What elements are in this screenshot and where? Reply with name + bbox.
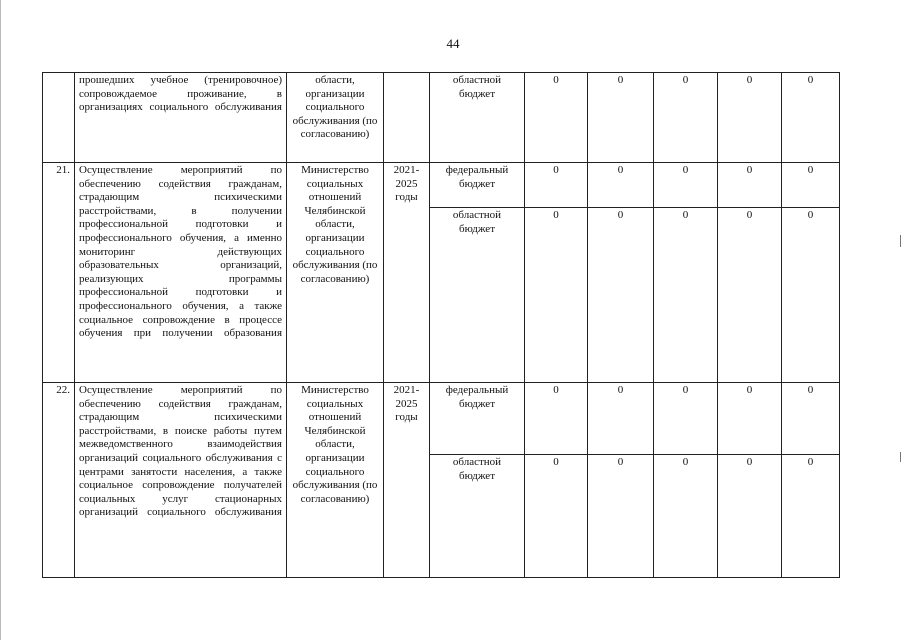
page-number: 44 xyxy=(446,36,460,51)
funding-value: 0 xyxy=(654,163,718,208)
funding-value: 0 xyxy=(588,73,654,163)
executor: Министерство социальных отношений Челябинской области, организации социального обслуживания (по согласованию) xyxy=(287,383,384,578)
funding-value: 0 xyxy=(782,455,840,578)
funding-value: 0 xyxy=(782,208,840,383)
period xyxy=(384,73,430,163)
funding-value: 0 xyxy=(718,208,782,383)
funding-value: 0 xyxy=(718,383,782,455)
funding-value: 0 xyxy=(718,163,782,208)
funding-value: 0 xyxy=(782,383,840,455)
funding-source: областной бюджет xyxy=(430,208,525,383)
executor: области, организации социального обслуживания (по согласованию) xyxy=(287,73,384,163)
funding-value: 0 xyxy=(525,455,588,578)
funding-source: областной бюджет xyxy=(430,455,525,578)
funding-value: 0 xyxy=(782,73,840,163)
activity-description: прошедших учебное (тренировочное) сопровождаемое проживание, в организациях социального обслуживания xyxy=(75,73,287,163)
table-row xyxy=(43,383,840,455)
scan-margin-mark xyxy=(900,235,901,247)
funding-value: 0 xyxy=(718,73,782,163)
period: 2021-2025 годы xyxy=(384,163,430,383)
funding-value: 0 xyxy=(782,163,840,208)
funding-source: федеральный бюджет xyxy=(430,163,525,208)
funding-source: федеральный бюджет xyxy=(430,383,525,455)
scan-margin-mark xyxy=(0,0,1,640)
funding-value: 0 xyxy=(588,455,654,578)
funding-value: 0 xyxy=(525,163,588,208)
funding-value: 0 xyxy=(654,208,718,383)
funding-value: 0 xyxy=(588,163,654,208)
activity-description: Осуществление мероприятий по обеспечению содействия гражданам, страдающим психическими расстройствами, в получении профессиональной подготовки и профессионального обучения, а именно мониторинг действующих образовательных организаций, реализующих программы профессиональной подготовки и профессионального обучения, а также социальное сопровождение в процессе обучения при получении образования xyxy=(75,163,287,383)
funding-value: 0 xyxy=(525,383,588,455)
row-number: 21. xyxy=(43,163,75,383)
funding-value: 0 xyxy=(654,73,718,163)
executor: Министерство социальных отношений Челябинской области, организации социального обслуживания (по согласованию) xyxy=(287,163,384,383)
table-row xyxy=(43,73,840,163)
funding-value: 0 xyxy=(718,455,782,578)
table-row xyxy=(43,163,840,208)
period: 2021-2025 годы xyxy=(384,383,430,578)
row-number: 22. xyxy=(43,383,75,578)
funding-value: 0 xyxy=(525,208,588,383)
program-activities-table xyxy=(42,72,840,578)
row-number xyxy=(43,73,75,163)
funding-value: 0 xyxy=(525,73,588,163)
scan-margin-mark xyxy=(900,452,901,462)
activity-description: Осуществление мероприятий по обеспечению содействия гражданам, страдающим психическими расстройствами, в поиске работы путем межведомственного взаимодействия организаций социального обслуживания с центрами занятости населения, а также социальное сопровождение получателей социальных услуг стационарных организаций социального обслуживания xyxy=(75,383,287,578)
funding-value: 0 xyxy=(588,208,654,383)
funding-value: 0 xyxy=(654,455,718,578)
funding-value: 0 xyxy=(588,383,654,455)
funding-source: областной бюджет xyxy=(430,73,525,163)
funding-value: 0 xyxy=(654,383,718,455)
